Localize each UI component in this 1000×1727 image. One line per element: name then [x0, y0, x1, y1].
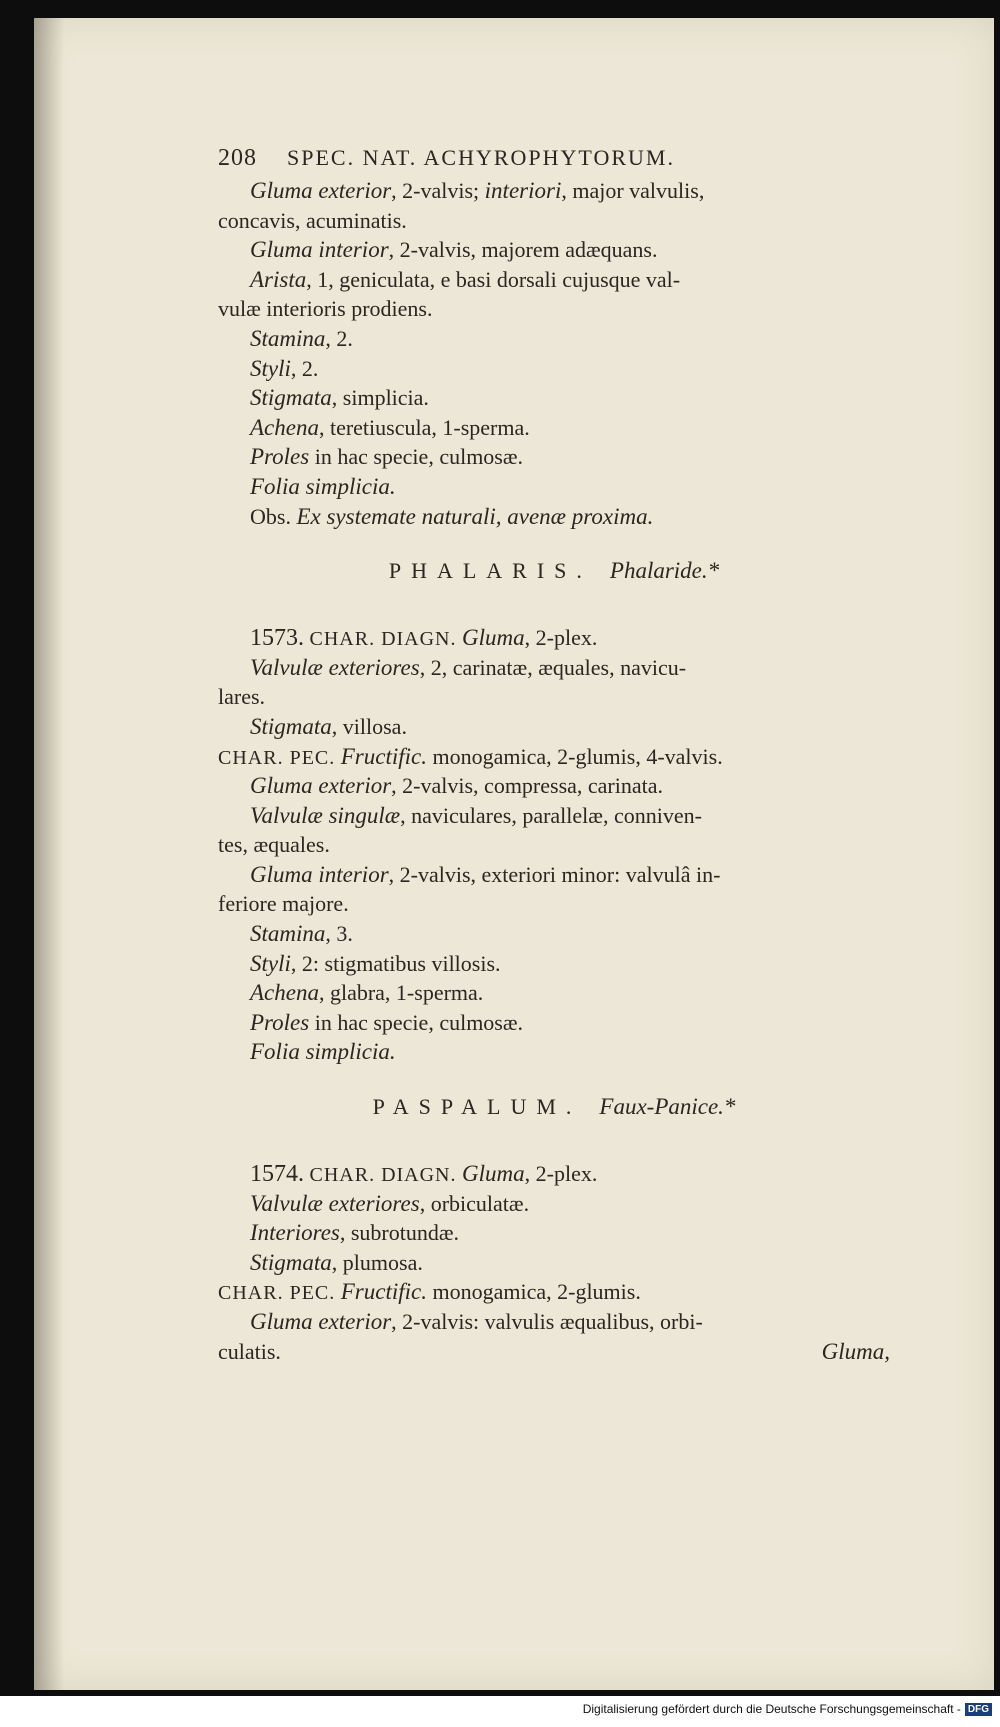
text-line: Achena, teretiuscula, 1-sperma. — [250, 414, 530, 440]
text-line: Proles in hac specie, culmosæ. — [250, 1009, 524, 1035]
text-line: Gluma interior, 2-valvis, majorem adæquans. — [250, 237, 658, 263]
running-header — [218, 140, 890, 176]
entry-number-line: 1574. CHAR. DIAGN. Gluma, 2-plex. — [250, 1161, 598, 1188]
footer-text: Digitalisierung gefördert durch die Deutsche Forschungsgemeinschaft - — [582, 1702, 961, 1716]
text-line: concavis, acuminatis. — [218, 207, 407, 233]
text-line: Gluma interior, 2-valvis, exteriori minor: valvulâ in- — [250, 861, 721, 887]
page-text — [218, 140, 890, 1366]
page-edge-shadow — [34, 18, 64, 1690]
text-line-with-catchword: culatis. Gluma, — [218, 1337, 890, 1367]
entry-number-line: 1573. CHAR. DIAGN. Gluma, 2-plex. — [250, 625, 598, 652]
catchword: Gluma, — [821, 1338, 890, 1364]
page-number: 208 — [218, 145, 257, 171]
text-line: Achena, glabra, 1-sperma. — [250, 980, 484, 1006]
digitization-footer — [583, 1702, 992, 1716]
text-line: Folia simplicia. — [250, 473, 396, 499]
text-line: Obs. Ex systemate naturali, avenæ proxima. — [250, 503, 654, 529]
text-line: Proles in hac specie, culmosæ. — [250, 444, 524, 470]
text-line: Interiores, subrotundæ. — [250, 1220, 460, 1246]
text-line: Stigmata, simplicia. — [250, 385, 429, 411]
genus-heading-phalaris — [218, 541, 890, 601]
text-line: Stigmata, villosa. — [250, 713, 407, 739]
text-line: Gluma exterior, 2-valvis: valvulis æqualibus, orbi- — [250, 1309, 703, 1334]
text-line: Styli, 2. — [250, 355, 319, 381]
genus-name: PHALARIS. — [388, 558, 592, 584]
text-line: tes, æquales. — [218, 832, 330, 858]
text-line: lares. — [218, 684, 266, 710]
text-line: Stigmata, plumosa. — [250, 1249, 423, 1275]
genus-french-name: Phalaride.* — [609, 558, 720, 584]
text-line: Gluma exterior, 2-valvis; interiori, major valvulis, — [250, 178, 705, 203]
text-line: vulæ interioris prodiens. — [218, 296, 433, 322]
entry-number: 1574. — [250, 1161, 304, 1188]
running-title: SPEC. NAT. ACHYROPHYTORUM. — [287, 145, 675, 170]
entry-number: 1573. — [250, 625, 304, 652]
text-line: Folia simplicia. — [250, 1039, 396, 1065]
text-line: Valvulæ exteriores, orbiculatæ. — [250, 1190, 530, 1216]
text-line: Styli, 2: stigmatibus villosis. — [250, 950, 501, 976]
text-line: Gluma exterior, 2-valvis, compressa, carinata. — [250, 773, 664, 799]
text-line: CHAR. PEC. Fructific. monogamica, 2-glumis. — [218, 1279, 641, 1305]
dfg-logo: DFG — [965, 1703, 992, 1716]
text-line: Arista, 1, geniculata, e basi dorsali cujusque val- — [250, 266, 681, 292]
text-line: Stamina, 3. — [250, 921, 353, 947]
text-line: Valvulæ exteriores, 2, carinatæ, æquales, navicu- — [250, 654, 687, 680]
text-line: Stamina, 2. — [250, 325, 353, 351]
text-line: Valvulæ singulæ, naviculares, parallelæ, conniven- — [250, 802, 702, 828]
text-line: CHAR. PEC. Fructific. monogamica, 2-glumis, 4-valvis. — [218, 743, 723, 769]
text-line: feriore majore. — [218, 891, 349, 917]
genus-name: PASPALUM. — [372, 1094, 582, 1120]
genus-french-name: Faux-Panice.* — [599, 1094, 736, 1120]
genus-heading-paspalum — [218, 1077, 890, 1137]
